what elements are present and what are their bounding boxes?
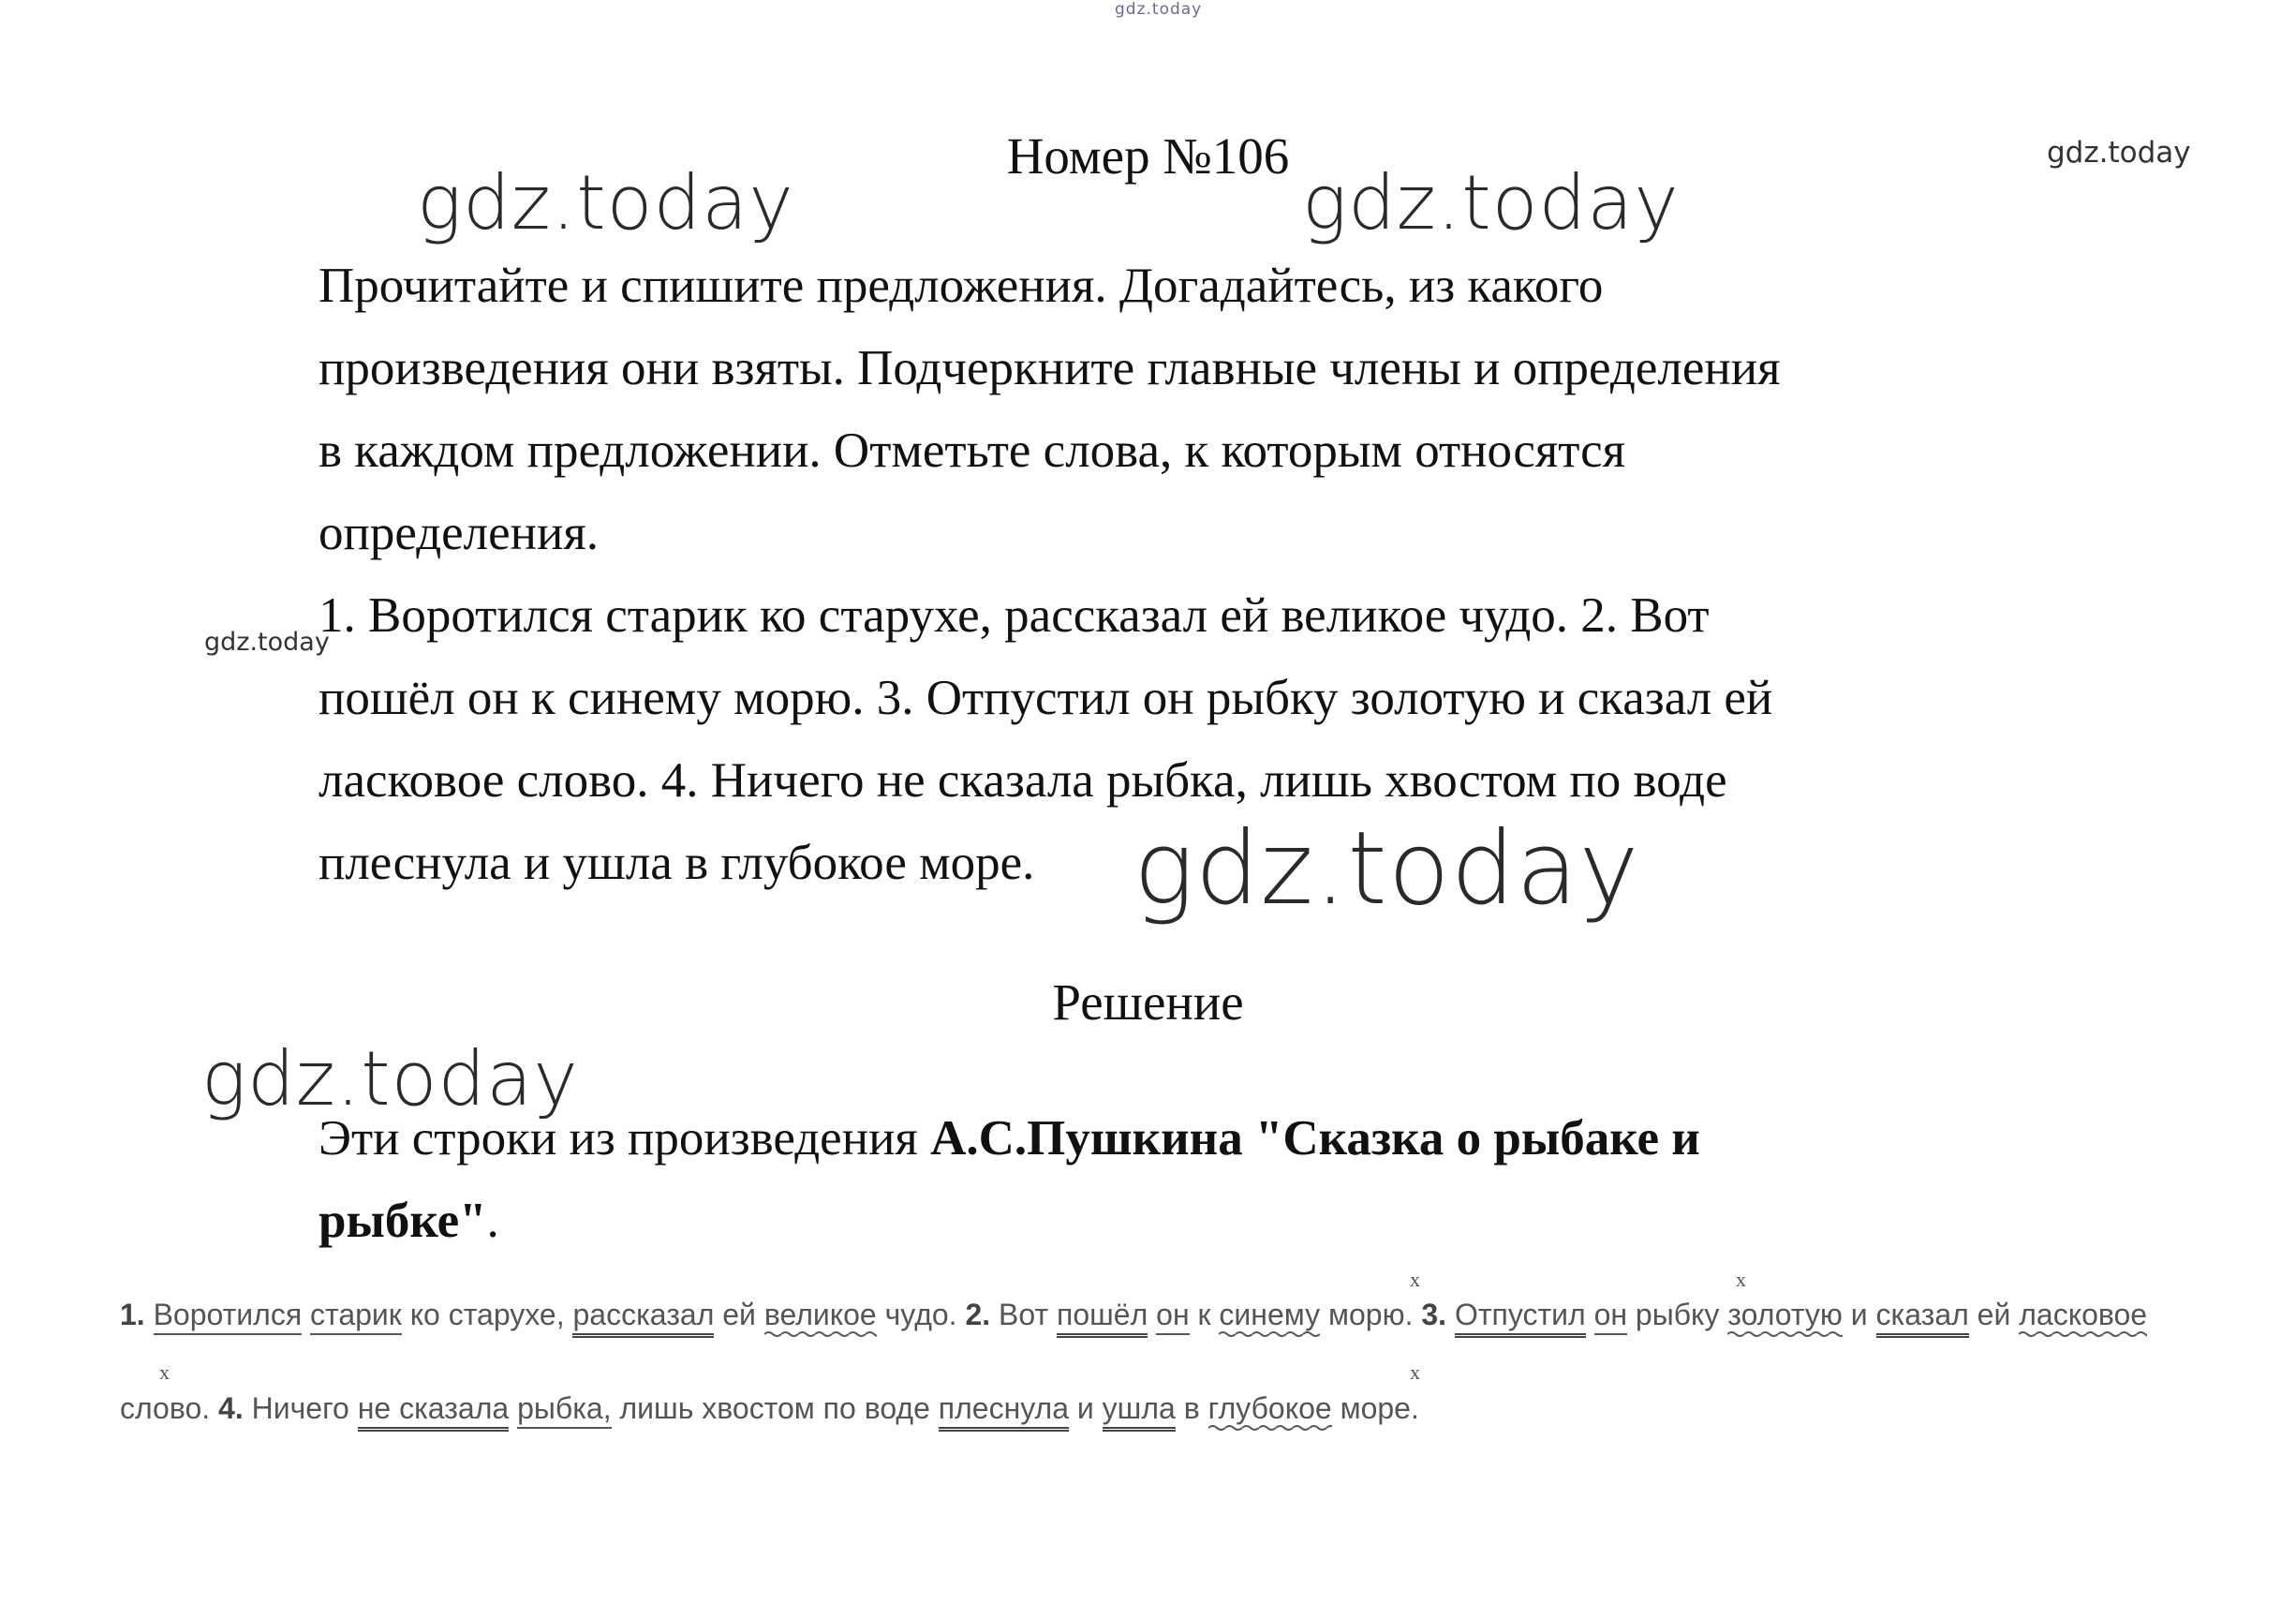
subject: он <box>1156 1298 1189 1335</box>
exercise-text-line: ласковое слово. 4. Ничего не сказала рыбка, лишь хвостом по воде <box>318 753 1727 808</box>
subject: рыбка, <box>517 1391 612 1429</box>
subject: он <box>1594 1298 1627 1335</box>
word: в <box>1183 1391 1200 1425</box>
sentence-number: 2. <box>965 1298 991 1331</box>
relation-marker: x <box>1410 1268 1420 1291</box>
relation-marker: x <box>1736 1268 1746 1291</box>
answer-work-title: А.С.Пушкина "Сказка о рыбаке и <box>930 1111 1700 1166</box>
watermark-top: gdz.today <box>1115 0 1203 19</box>
predicate: пошёл <box>1057 1298 1148 1338</box>
word: Вот <box>999 1298 1049 1331</box>
watermark-solution-left: gdz.today <box>201 1035 579 1122</box>
page-title: Номер №106 <box>1006 127 1290 185</box>
solution-heading: Решение <box>1052 973 1244 1031</box>
instruction-line: произведения они взяты. Подчеркните главные члены и определения <box>318 341 1781 395</box>
word: ей <box>1977 1298 2011 1331</box>
watermark-top-right: gdz.today <box>2047 136 2191 170</box>
word: слово. <box>120 1391 211 1425</box>
word: морю. <box>1328 1298 1414 1331</box>
word: море. <box>1340 1391 1419 1425</box>
answer-work-title-end: рыбке" <box>318 1194 487 1248</box>
word: чудо. <box>884 1298 957 1331</box>
relation-marker: x <box>1410 1360 1420 1384</box>
exercise-text-line: плеснула и ушла в глубокое море. <box>318 836 1035 890</box>
watermark-huge: gdz.today <box>1133 810 1640 928</box>
attribute: глубокое <box>1208 1391 1332 1432</box>
instruction-line: в каждом предложении. Отметьте слова, к которым относятся <box>318 423 1625 478</box>
attribute: синему <box>1219 1298 1320 1338</box>
word: лишь хвостом по воде <box>619 1391 930 1425</box>
instruction-line: определения. <box>318 506 600 560</box>
answer-period: . <box>486 1194 499 1248</box>
word: и <box>1076 1391 1094 1425</box>
predicate: рассказал <box>572 1298 714 1338</box>
predicate: не сказала <box>358 1391 509 1432</box>
word: ей <box>722 1298 756 1331</box>
parsed-line-2 <box>120 1391 1419 1432</box>
attribute: великое <box>764 1298 877 1338</box>
subject: Воротился <box>154 1298 303 1335</box>
attribute: ласковое <box>2019 1298 2147 1338</box>
word: рыбку <box>1635 1298 1720 1331</box>
watermark-left: gdz.today <box>417 159 794 246</box>
answer-prefix: Эти строки из произведения <box>318 1111 931 1166</box>
predicate: Отпустил <box>1455 1298 1586 1338</box>
sentence-number: 3. <box>1421 1298 1447 1331</box>
parsed-line-1 <box>120 1298 2147 1338</box>
predicate: сказал <box>1876 1298 1969 1338</box>
word: Ничего <box>251 1391 349 1425</box>
word: к <box>1197 1298 1211 1331</box>
exercise-text-line: пошёл он к синему морю. 3. Отпустил он рыбку золотую и сказал ей <box>318 671 1773 725</box>
watermark-center: gdz.today <box>1302 159 1680 246</box>
predicate: плеснула <box>939 1391 1069 1432</box>
word: и <box>1850 1298 1868 1331</box>
relation-marker: x <box>159 1360 170 1384</box>
sentence-number: 1. <box>120 1298 145 1331</box>
word: ко старухе, <box>409 1298 565 1331</box>
sentence-number: 4. <box>218 1391 244 1425</box>
exercise-text-line: 1. Воротился старик ко старухе, рассказал ей великое чудо. 2. Вот <box>318 588 1710 643</box>
predicate: ушла <box>1103 1391 1176 1432</box>
solution-answer-line <box>318 1110 1700 1166</box>
watermark-side-left: gdz.today <box>204 628 330 657</box>
solution-answer-line <box>318 1193 499 1249</box>
attribute: золотую <box>1727 1298 1843 1338</box>
subject: старик <box>310 1298 402 1335</box>
instruction-line: Прочитайте и спишите предложения. Догадайтесь, из какого <box>318 259 1604 313</box>
